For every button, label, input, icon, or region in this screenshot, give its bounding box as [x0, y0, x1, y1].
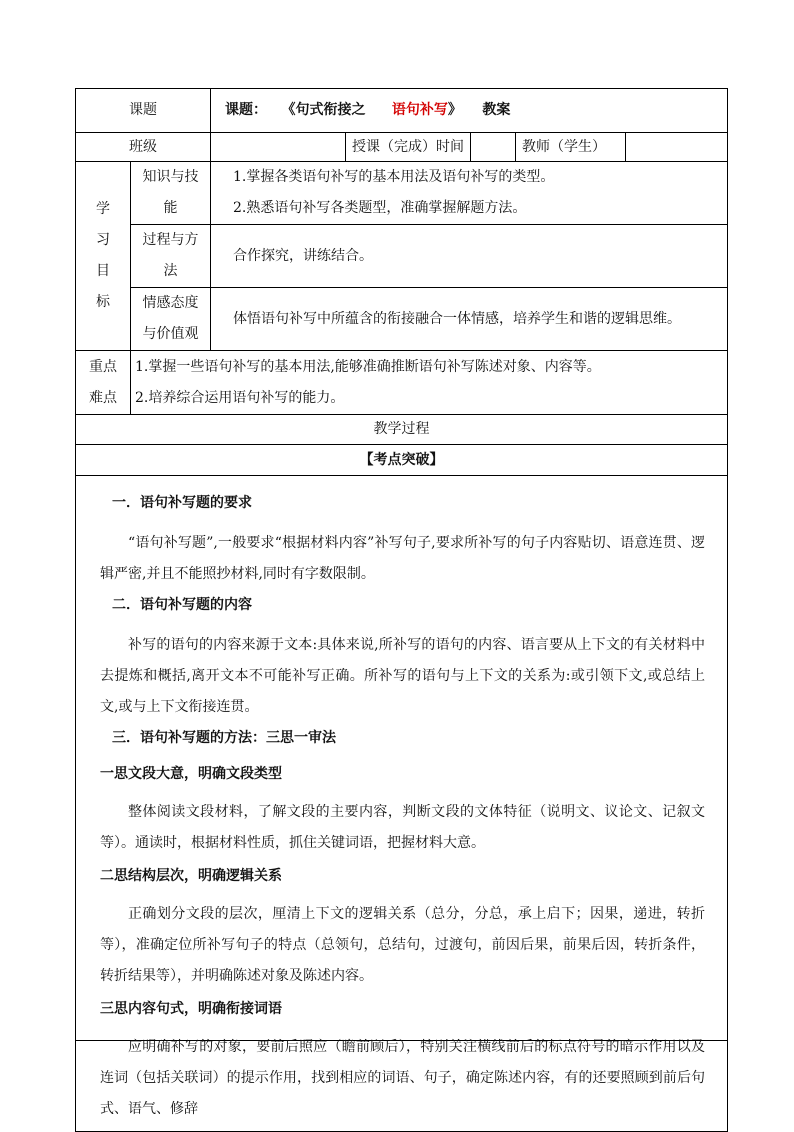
section-1-title: 一．语句补写题的要求 — [112, 495, 252, 511]
section-title-row — [76, 445, 728, 476]
content-cell — [76, 476, 728, 1132]
process-content: 合作探究，讲练结合。 — [211, 225, 728, 288]
process-title-row — [76, 415, 728, 445]
method-2-paragraph: 正确划分文段的层次，厘清上下文的逻辑关系（总分，分总，承上启下；因果，递进，转折等），准确定位所补写句子的特点（总领句，总结句，过渡句，前因后果，前果后因，转折条件，转折结果等），并明确陈述对象及陈述内容。 — [100, 906, 706, 984]
topic-highlight: 语句补写 — [391, 102, 448, 118]
time-label: 授课（完成）时间 — [346, 133, 471, 162]
emotion-content: 体悟语句补写中所蕴含的衔接融合一体情感，培养学生和谐的逻辑思维。 — [211, 288, 728, 351]
time-value — [471, 133, 516, 162]
section-1-paragraph: “语句补写题”,一般要求“根据材料内容”补写句子,要求所补写的句子内容贴切、语意连贯、逻辑严密,并且不能照抄材料,同时有字数限制。 — [100, 535, 706, 582]
key-points-label: 重点 难点 — [76, 351, 131, 415]
emotion-label: 情感态度 与价值观 — [131, 288, 211, 351]
process-title: 教学过程 — [76, 415, 728, 445]
content-row — [76, 476, 728, 1132]
topic-close: 》 — [447, 102, 462, 118]
class-label: 班级 — [76, 133, 211, 162]
topic-value — [211, 89, 728, 133]
topic-open: 《句式衔接之 — [281, 102, 366, 118]
method-2-title: 二思结构层次，明确逻辑关系 — [100, 868, 282, 884]
goal-knowledge-row — [76, 162, 728, 225]
key-points-content: 1.掌握一些语句补写的基本用法,能够准确推断语句补写陈述对象、内容等。 2.培养综合运用语句补写的能力。 — [131, 351, 728, 415]
method-1-title: 一思文段大意，明确文段类型 — [100, 766, 282, 782]
topic-row — [76, 89, 728, 133]
section-3-title: 三．语句补写题的方法：三思一审法 — [112, 730, 336, 746]
method-1-paragraph: 整体阅读文段材料，了解文段的主要内容，判断文段的文体特征（说明文、议论文、记叙文等）。通读时，根据材料性质，抓住关键词语，把握材料大意。 — [100, 804, 706, 851]
section-2-paragraph: 补写的语句的内容来源于文本:具体来说,所补写的语句的内容、语言要从上下文的有关材料中去提炼和概括,离开文本不可能补写正确。所补写的语句与上下文的关系为:或引领下文,或总结上文,或与上下文衔接连贯。 — [100, 637, 706, 715]
process-label: 过程与方 法 — [131, 225, 211, 288]
teacher-value — [626, 133, 728, 162]
topic-prefix: 课题： — [225, 102, 267, 118]
lesson-plan-table — [75, 88, 728, 1132]
topic-suffix: 教案 — [482, 102, 511, 118]
lesson-plan-page — [75, 88, 728, 1117]
goal-emotion-row — [76, 288, 728, 351]
method-3-title: 三思内容句式，明确衔接词语 — [100, 1001, 282, 1017]
class-value — [211, 133, 346, 162]
knowledge-content: 1.掌握各类语句补写的基本用法及语句补写的类型。 2.熟悉语句补写各类题型，准确掌握解题方法。 — [211, 162, 728, 225]
section-2-title: 二．语句补写题的内容 — [112, 597, 252, 613]
topic-label: 课题 — [76, 89, 211, 133]
teacher-label: 教师（学生） — [516, 133, 626, 162]
goal-process-row — [76, 225, 728, 288]
knowledge-label: 知识与技 能 — [131, 162, 211, 225]
section-title: 【考点突破】 — [76, 445, 728, 476]
class-row — [76, 133, 728, 162]
goals-side-label: 学 习 目 标 — [76, 162, 131, 351]
key-points-row — [76, 351, 728, 415]
method-3-paragraph: 应明确补写的对象，要前后照应（瞻前顾后），特别关注横线前后的标点符号的暗示作用以及连词（包括关联词）的提示作用，找到相应的词语、句子，确定陈述内容，有的还要照顾到前后句式、语气、修辞 — [100, 1039, 706, 1117]
